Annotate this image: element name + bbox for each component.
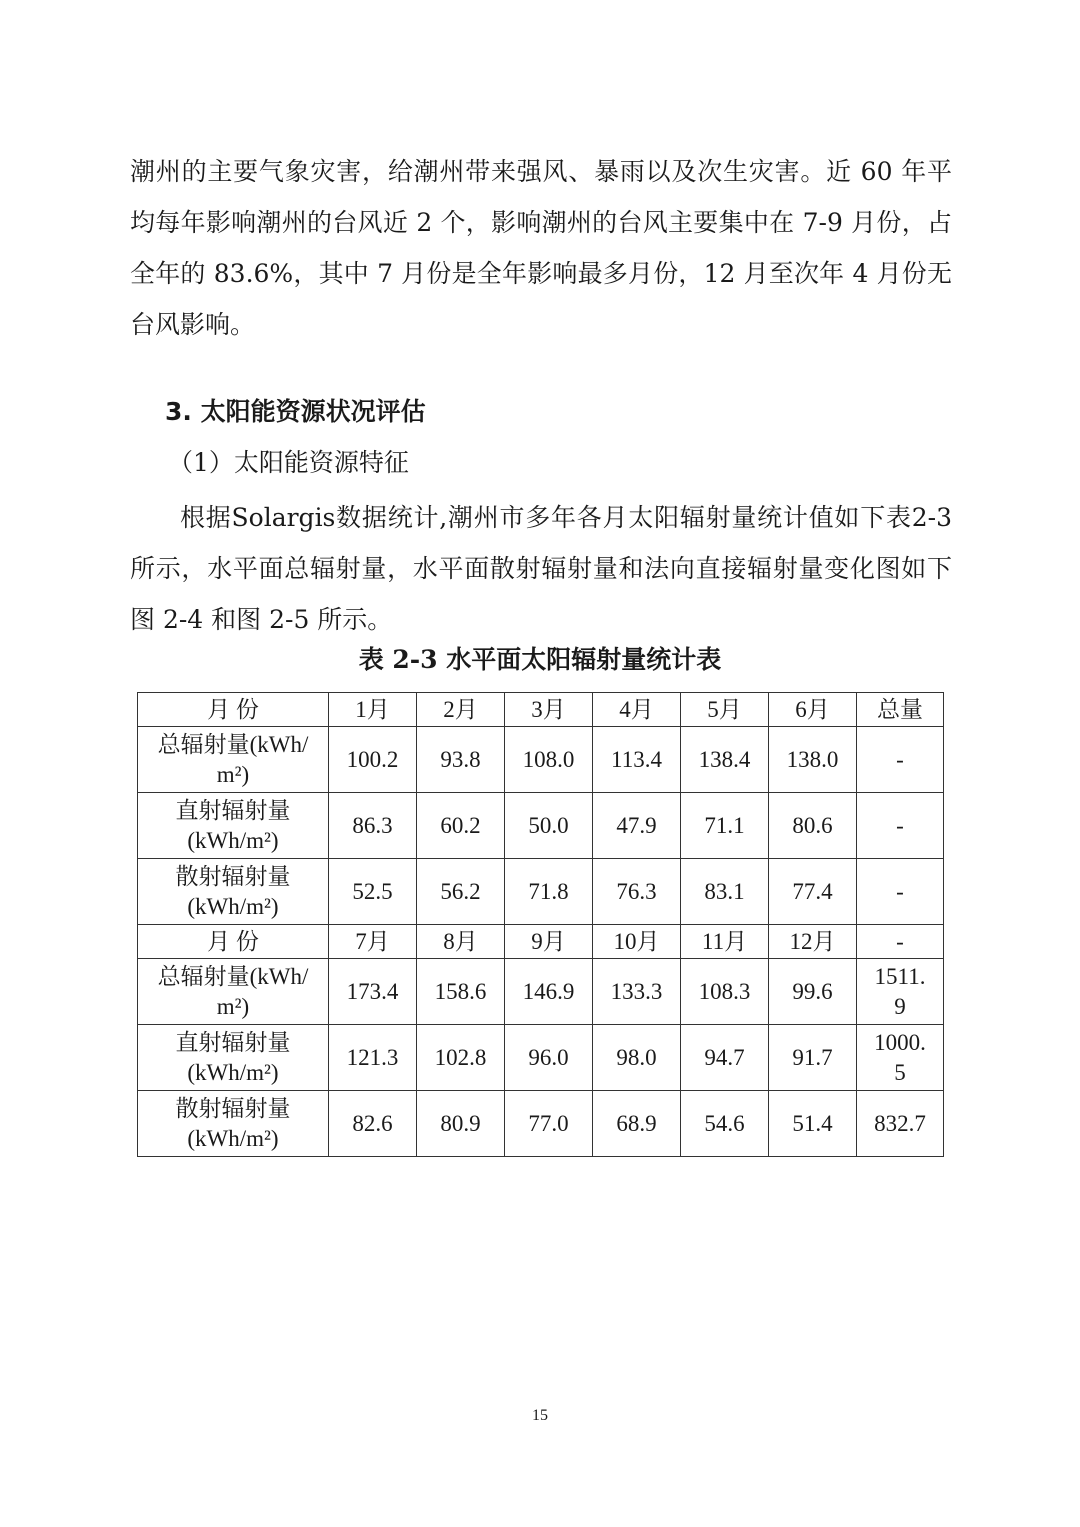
value-cell: 52.5 bbox=[329, 859, 417, 925]
value-cell: 102.8 bbox=[417, 1025, 505, 1091]
section-heading: 3. 太阳能资源状况评估 bbox=[165, 397, 426, 426]
value-cell: 77.4 bbox=[769, 859, 857, 925]
value-cell: 108.0 bbox=[505, 727, 593, 793]
header-cell: 8月 bbox=[417, 925, 505, 959]
value-cell: 56.2 bbox=[417, 859, 505, 925]
header-cell: 2月 bbox=[417, 693, 505, 727]
header-cell: 6月 bbox=[769, 693, 857, 727]
value-cell: 138.0 bbox=[769, 727, 857, 793]
value-cell: 91.7 bbox=[769, 1025, 857, 1091]
row-label: 直射辐射量 (kWh/m²) bbox=[138, 1025, 329, 1091]
table-row bbox=[138, 859, 944, 925]
value-cell: 76.3 bbox=[593, 859, 681, 925]
value-cell: 96.0 bbox=[505, 1025, 593, 1091]
table-header-row bbox=[138, 693, 944, 727]
header-cell: 5月 bbox=[681, 693, 769, 727]
value-cell: 80.9 bbox=[417, 1091, 505, 1157]
header-cell: 3月 bbox=[505, 693, 593, 727]
value-cell: 82.6 bbox=[329, 1091, 417, 1157]
total-cell: 1511. 9 bbox=[857, 959, 944, 1025]
header-cell: - bbox=[857, 925, 944, 959]
value-cell: 138.4 bbox=[681, 727, 769, 793]
value-cell: 51.4 bbox=[769, 1091, 857, 1157]
header-cell: 1月 bbox=[329, 693, 417, 727]
row-label: 总辐射量(kWh/ m²) bbox=[138, 727, 329, 793]
value-cell: 98.0 bbox=[593, 1025, 681, 1091]
value-cell: 113.4 bbox=[593, 727, 681, 793]
table-row bbox=[138, 793, 944, 859]
value-cell: 100.2 bbox=[329, 727, 417, 793]
total-cell: - bbox=[857, 859, 944, 925]
value-cell: 71.1 bbox=[681, 793, 769, 859]
value-cell: 60.2 bbox=[417, 793, 505, 859]
value-cell: 99.6 bbox=[769, 959, 857, 1025]
header-cell: 月 份 bbox=[138, 693, 329, 727]
solar-radiation-table bbox=[137, 692, 944, 1157]
total-cell: - bbox=[857, 727, 944, 793]
total-cell: - bbox=[857, 793, 944, 859]
value-cell: 80.6 bbox=[769, 793, 857, 859]
value-cell: 86.3 bbox=[329, 793, 417, 859]
table-header-row bbox=[138, 925, 944, 959]
value-cell: 71.8 bbox=[505, 859, 593, 925]
value-cell: 133.3 bbox=[593, 959, 681, 1025]
value-cell: 68.9 bbox=[593, 1091, 681, 1157]
total-cell: 832.7 bbox=[857, 1091, 944, 1157]
header-cell: 12月 bbox=[769, 925, 857, 959]
value-cell: 93.8 bbox=[417, 727, 505, 793]
value-cell: 108.3 bbox=[681, 959, 769, 1025]
subsection-heading: （1）太阳能资源特征 bbox=[168, 448, 409, 477]
table-caption: 表 2-3 水平面太阳辐射量统计表 bbox=[358, 645, 722, 674]
header-cell: 7月 bbox=[329, 925, 417, 959]
value-cell: 50.0 bbox=[505, 793, 593, 859]
value-cell: 121.3 bbox=[329, 1025, 417, 1091]
header-cell: 9月 bbox=[505, 925, 593, 959]
header-cell: 4月 bbox=[593, 693, 681, 727]
header-cell: 总量 bbox=[857, 693, 944, 727]
body-paragraph-solargis: 根据Solargis数据统计,潮州市多年各月太阳辐射量统计值如下表2-3所示，水平面总辐射量，水平面散射辐射量和法向直接辐射量变化图如下图 2-4 和图 2-5 所示。 bbox=[130, 503, 952, 634]
total-cell: 1000. 5 bbox=[857, 1025, 944, 1091]
row-label: 总辐射量(kWh/ m²) bbox=[138, 959, 329, 1025]
value-cell: 94.7 bbox=[681, 1025, 769, 1091]
value-cell: 146.9 bbox=[505, 959, 593, 1025]
value-cell: 47.9 bbox=[593, 793, 681, 859]
row-label: 散射辐射量 (kWh/m²) bbox=[138, 1091, 329, 1157]
row-label: 直射辐射量 (kWh/m²) bbox=[138, 793, 329, 859]
value-cell: 173.4 bbox=[329, 959, 417, 1025]
table-row bbox=[138, 959, 944, 1025]
value-cell: 77.0 bbox=[505, 1091, 593, 1157]
value-cell: 83.1 bbox=[681, 859, 769, 925]
table-row bbox=[138, 727, 944, 793]
header-cell: 月 份 bbox=[138, 925, 329, 959]
page-number: 15 bbox=[532, 1407, 548, 1424]
table-row bbox=[138, 1025, 944, 1091]
header-cell: 11月 bbox=[681, 925, 769, 959]
value-cell: 54.6 bbox=[681, 1091, 769, 1157]
header-cell: 10月 bbox=[593, 925, 681, 959]
value-cell: 158.6 bbox=[417, 959, 505, 1025]
body-paragraph-typhoon: 潮州的主要气象灾害，给潮州带来强风、暴雨以及次生灾害。近 60 年平均每年影响潮州的台风近 2 个，影响潮州的台风主要集中在 7-9 月份，占全年的 83.6%，其中 7 月份是全年影响最多月份，12 月至次年 4 月份无台风影响。 bbox=[130, 157, 952, 339]
row-label: 散射辐射量 (kWh/m²) bbox=[138, 859, 329, 925]
table-row bbox=[138, 1091, 944, 1157]
